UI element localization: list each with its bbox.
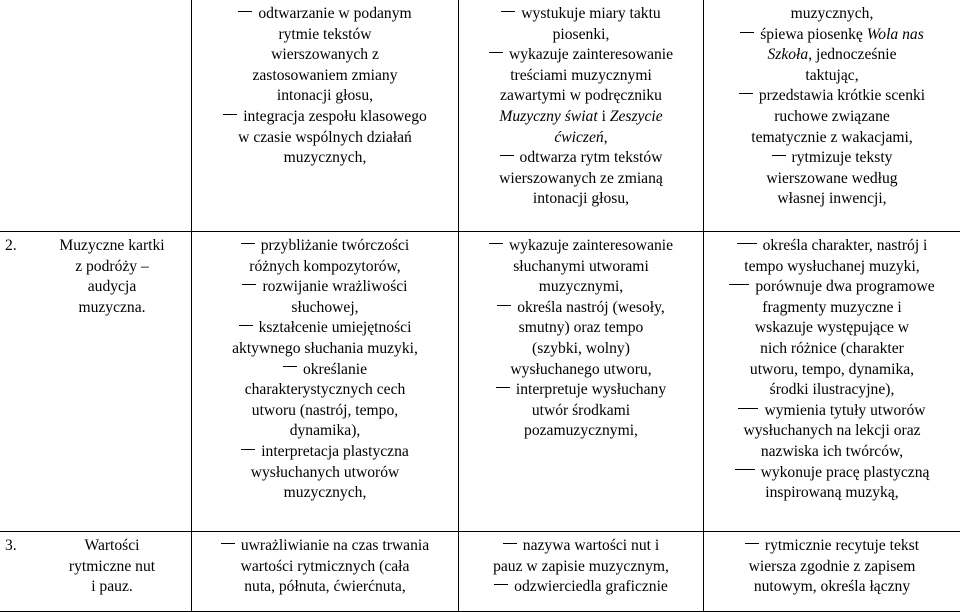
line-text: interpretuje wysłuchany [516, 381, 666, 398]
title-line: muzyczna. [33, 298, 191, 319]
line-text: wierszowane według [766, 170, 897, 187]
bullet-item-line [465, 298, 697, 319]
dash-bullet-icon [500, 155, 514, 156]
line-text: nazwiska ich twórców, [761, 443, 903, 460]
line-text: określa nastrój (wesoły, [517, 299, 665, 316]
text-line [710, 257, 954, 278]
text-line [465, 401, 697, 422]
line-text: dynamika), [290, 422, 361, 439]
objectives-cell [192, 532, 459, 612]
text-line [465, 557, 697, 578]
text-line [710, 128, 954, 149]
dash-bullet-icon [239, 325, 253, 326]
text-line [198, 45, 452, 66]
text-line [198, 25, 452, 46]
objectives-cell [192, 0, 459, 232]
dash-bullet-icon [737, 243, 757, 244]
line-text: rytmie tekstów [278, 26, 371, 43]
dash-bullet-icon [729, 284, 749, 285]
bullet-item-line [198, 107, 452, 128]
line-text: taktując, [805, 67, 858, 84]
line-text: nuta, półnuta, ćwierćnuta, [244, 578, 406, 595]
text-line [710, 298, 954, 319]
lesson-title [33, 532, 191, 598]
bullet-item-line [198, 277, 452, 298]
basic-requirements-cell-content [459, 0, 703, 210]
text-line [198, 421, 452, 442]
text-line [465, 421, 697, 442]
text-line [710, 557, 954, 578]
line-text: treściami muzycznymi [510, 67, 652, 84]
line-text: wiersza zgodnie z zapisem [749, 558, 916, 575]
objectives-cell-content [192, 0, 458, 169]
dash-bullet-icon [503, 543, 517, 544]
dash-bullet-icon [772, 155, 786, 156]
lesson-topic-cell [0, 532, 192, 612]
line-text: piosenki, [553, 26, 610, 43]
dash-bullet-icon [223, 114, 237, 115]
text-line [710, 107, 954, 128]
line-text: określa charakter, nastrój i [763, 237, 928, 254]
line-text: intonacji głosu, [533, 190, 629, 207]
bullet-item-line [198, 360, 452, 381]
line-text: nutowym, określa łączny [754, 578, 910, 595]
bullet-item-line [465, 236, 697, 257]
line-text: (szybki, wolny) [532, 340, 630, 357]
line-text: aktywnego słuchania muzyki, [232, 340, 418, 357]
line-text: odtwarzanie w podanym [258, 5, 411, 22]
line-text: odzwierciedla graficznie [514, 578, 668, 595]
bullet-item-line [198, 236, 452, 257]
line-text: utworu (nastrój, tempo, [252, 402, 398, 419]
line-text: wysłuchanego utworu, [510, 361, 651, 378]
line-text: wierszowanych ze zmianą [499, 170, 663, 187]
dash-bullet-icon [489, 52, 503, 53]
bullet-item-line [710, 236, 954, 257]
bullet-item-line [198, 442, 452, 463]
bullet-item-line [710, 86, 954, 107]
bullet-item-line [198, 318, 452, 339]
dash-bullet-icon [497, 305, 511, 306]
text-line [198, 463, 452, 484]
basic-requirements-cell [459, 0, 704, 232]
text-line [465, 318, 697, 339]
bullet-item-line [198, 536, 452, 557]
text-line [465, 189, 697, 210]
bullet-item-line [465, 380, 697, 401]
line-text: muzycznych, [284, 484, 367, 501]
bullet-item-line [465, 4, 697, 25]
line-text: wystukuje miary taktu [521, 5, 660, 22]
line-text: tempo wysłuchanej muzyki, [744, 258, 919, 275]
line-text: w czasie wspólnych działań [238, 129, 412, 146]
dash-bullet-icon [745, 543, 759, 544]
text-line [198, 401, 452, 422]
table-row [0, 232, 960, 532]
line-text: słuchowej, [291, 299, 358, 316]
bullet-item-line [465, 45, 697, 66]
text-line [710, 483, 954, 504]
line-text: rytmicznie recytuje tekst [765, 537, 919, 554]
text-line [198, 86, 452, 107]
objectives-cell-content [192, 232, 458, 504]
table-row [0, 532, 960, 612]
line-text: tematycznie z wakacjami, [751, 129, 912, 146]
text-line [198, 557, 452, 578]
line-text: własnej inwencji, [777, 190, 886, 207]
text-line [465, 257, 697, 278]
text-line [465, 128, 697, 149]
bullet-item-line [465, 577, 697, 598]
bullet-item-line [710, 401, 954, 422]
line-text: smutny) oraz tempo [519, 319, 644, 336]
extended-requirements-cell [704, 0, 960, 232]
line-text: utworu, tempo, dynamika, [750, 361, 914, 378]
text-line [465, 25, 697, 46]
line-text: ruchowe związane [774, 108, 890, 125]
line-text: wierszowanych z [271, 46, 379, 63]
line-text: pauz w zapisie muzycznym, [493, 558, 669, 575]
text-line [198, 483, 452, 504]
bullet-item-line [465, 536, 697, 557]
dash-bullet-icon [738, 408, 758, 409]
table-row [0, 0, 960, 232]
bullet-item-line [710, 277, 954, 298]
extended-requirements-cell-content [704, 232, 960, 504]
objectives-cell [192, 232, 459, 532]
line-text: muzycznymi, [539, 278, 623, 295]
dash-bullet-icon [221, 543, 235, 544]
line-text: zawartymi w podręczniku [500, 87, 662, 104]
line-text: wykazuje zainteresowanie [509, 46, 673, 63]
dash-bullet-icon [283, 366, 297, 367]
text-line [710, 360, 954, 381]
text-line [710, 339, 954, 360]
title-line: i pauz. [33, 577, 191, 598]
dash-bullet-icon [739, 93, 753, 94]
line-text: różnych kompozytorów, [249, 258, 400, 275]
bullet-item-line [710, 536, 954, 557]
line-text: wykonuje pracę plastyczną [761, 464, 930, 481]
line-text: wymienia tytuły utworów [764, 402, 925, 419]
dash-bullet-icon [242, 284, 256, 285]
line-text: integracja zespołu klasowego [243, 108, 427, 125]
text-line [465, 277, 697, 298]
text-line [198, 128, 452, 149]
dash-bullet-icon [735, 469, 755, 470]
line-text: uwrażliwianie na czas trwania [241, 537, 429, 554]
dash-bullet-icon [494, 584, 508, 585]
text-line [710, 442, 954, 463]
text-line [198, 339, 452, 360]
text-line [710, 4, 954, 25]
extended-requirements-cell [704, 532, 960, 612]
basic-requirements-cell [459, 532, 704, 612]
line-text: Szkoła, jednocześnie [767, 46, 896, 63]
dash-bullet-icon [489, 243, 503, 244]
line-text: słuchanymi utworami [513, 258, 649, 275]
title-line: Wartości [33, 536, 191, 557]
text-line [198, 148, 452, 169]
dash-bullet-icon [241, 243, 255, 244]
text-line [465, 107, 697, 128]
text-line [710, 189, 954, 210]
line-text: porównuje dwa programowe [755, 278, 934, 295]
dash-bullet-icon [501, 11, 515, 12]
line-text: odtwarza rytm tekstów [520, 149, 663, 166]
dash-bullet-icon [740, 32, 754, 33]
text-line [198, 577, 452, 598]
line-text: rozwijanie wrażliwości [262, 278, 407, 295]
line-text: ćwiczeń, [554, 129, 607, 146]
basic-requirements-cell-content [459, 532, 703, 598]
line-text: charakterystycznych cech [245, 381, 406, 398]
line-text: muzycznych, [284, 149, 367, 166]
line-text: wykazuje zainteresowanie [509, 237, 673, 254]
lesson-topic-cell [0, 232, 192, 532]
dash-bullet-icon [241, 449, 255, 450]
line-text: wskazuje występujące w [755, 319, 909, 336]
text-line [710, 380, 954, 401]
text-line [710, 577, 954, 598]
text-line [465, 339, 697, 360]
extended-requirements-cell [704, 232, 960, 532]
line-text: kształcenie umiejętności [259, 319, 412, 336]
bullet-item-line [710, 463, 954, 484]
text-line [465, 66, 697, 87]
title-line: rytmiczne nut [33, 557, 191, 578]
text-line [198, 66, 452, 87]
text-line [710, 318, 954, 339]
line-text: utwór środkami [532, 402, 630, 419]
bullet-item-line [710, 25, 954, 46]
line-text: określanie [303, 361, 367, 378]
line-text: przedstawia krótkie scenki [759, 87, 925, 104]
lesson-topic-cell [0, 0, 192, 232]
line-text: wartości rytmicznych (cała [241, 558, 410, 575]
row-number: 3. [5, 532, 33, 598]
line-text: muzycznych, [791, 5, 874, 22]
bullet-item-line [198, 4, 452, 25]
line-text: zastosowaniem zmiany [252, 67, 397, 84]
text-line [710, 169, 954, 190]
objectives-cell-content [192, 532, 458, 598]
line-text: nich różnice (charakter [760, 340, 904, 357]
row-number: 2. [5, 232, 33, 318]
extended-requirements-cell-content [704, 0, 960, 210]
text-line [710, 45, 954, 66]
line-text: inspirowaną muzyką, [765, 484, 898, 501]
line-text: Muzyczny świat i Zeszycie [499, 108, 662, 125]
dash-bullet-icon [496, 387, 510, 388]
text-line [198, 298, 452, 319]
lesson-title [33, 0, 191, 3]
text-line [465, 86, 697, 107]
basic-requirements-cell-content [459, 232, 703, 442]
lesson-title [33, 232, 191, 318]
extended-requirements-cell-content [704, 532, 960, 598]
line-text: przybliżanie twórczości [261, 237, 410, 254]
title-line: Muzyczne kartki [33, 236, 191, 257]
line-text: wysłuchanych utworów [251, 464, 400, 481]
line-text: pozamuzycznymi, [524, 422, 638, 439]
dash-bullet-icon [238, 11, 252, 12]
title-line: z podróży – [33, 257, 191, 278]
text-line [198, 257, 452, 278]
title-line: audycja [33, 277, 191, 298]
line-text: interpretacja plastyczna [261, 443, 409, 460]
line-text: środki ilustracyjne), [770, 381, 895, 398]
line-text: intonacji głosu, [277, 87, 373, 104]
basic-requirements-cell [459, 232, 704, 532]
line-text: wysłuchanych na lekcji oraz [743, 422, 920, 439]
line-text: fragmenty muzyczne i [762, 299, 901, 316]
line-text: rytmizuje teksty [792, 149, 893, 166]
line-text: nazywa wartości nut i [523, 537, 659, 554]
text-line [465, 169, 697, 190]
bullet-item-line [465, 148, 697, 169]
line-text: śpiewa piosenkę Wola nas [760, 26, 924, 43]
text-line [710, 66, 954, 87]
text-line [465, 360, 697, 381]
bullet-item-line [710, 148, 954, 169]
text-line [710, 421, 954, 442]
row-number [5, 0, 33, 3]
text-line [198, 380, 452, 401]
